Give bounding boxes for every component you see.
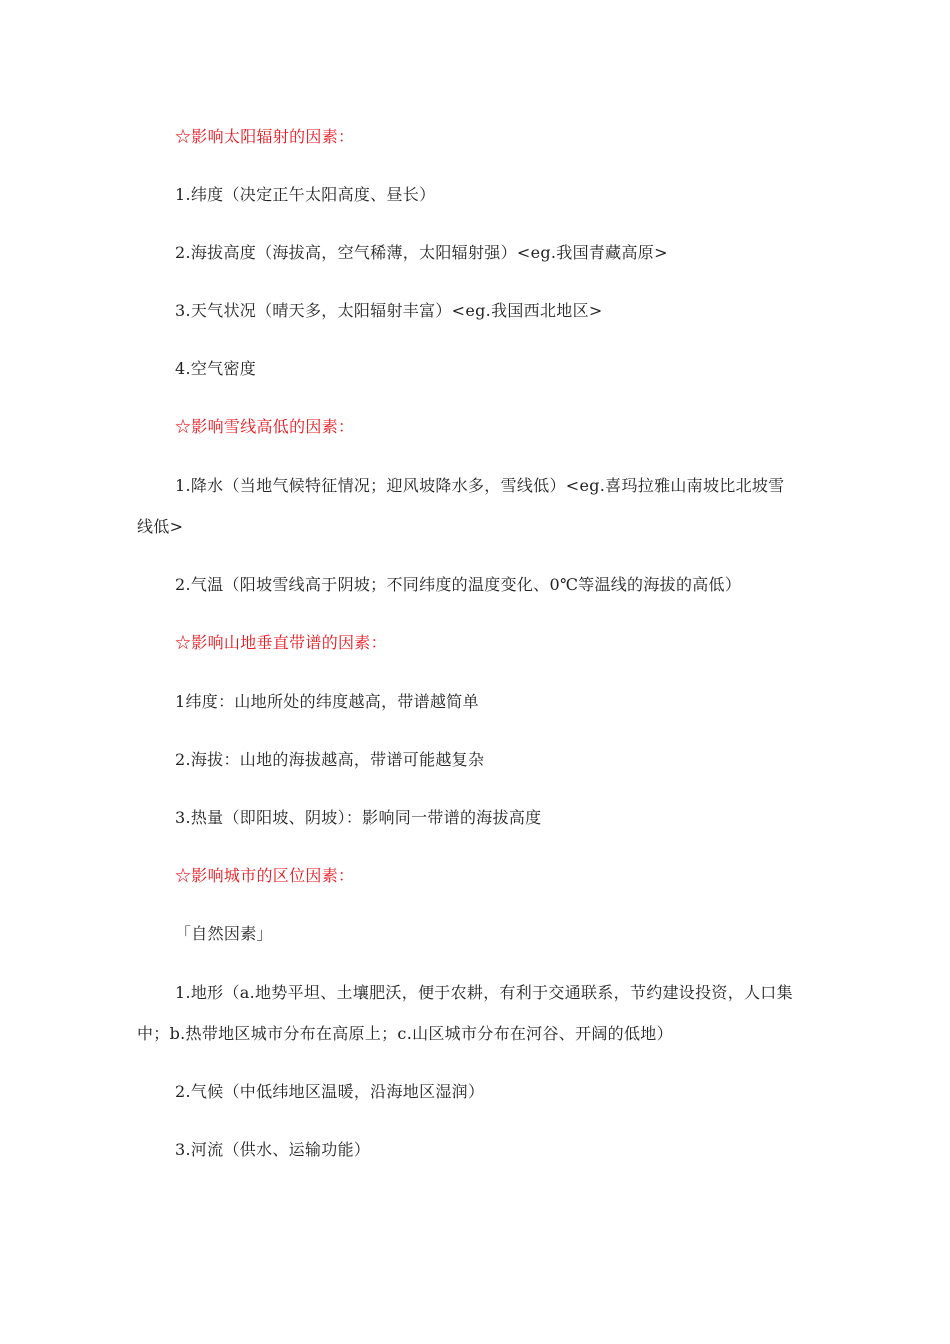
list-item: 2.气温（阳坡雪线高于阴坡；不同纬度的温度变化、0℃等温线的海拔的高低） xyxy=(175,575,742,594)
list-item: 2.海拔高度（海拔高，空气稀薄，太阳辐射强）<eg.我国青藏高原> xyxy=(175,243,668,262)
section-heading-vertical-zonation: ☆影响山地垂直带谱的因素： xyxy=(175,633,387,652)
list-item-continuation: 线低> xyxy=(137,517,184,536)
list-item: 4.空气密度 xyxy=(175,359,257,378)
list-item: 2.海拔：山地的海拔越高，带谱可能越复杂 xyxy=(175,750,485,769)
list-item: 1.降水（当地气候特征情况；迎风坡降水多，雪线低）<eg.喜玛拉雅山南坡比北坡雪 xyxy=(175,476,785,495)
list-item: 2.气候（中低纬地区温暖，沿海地区湿润） xyxy=(175,1082,485,1101)
list-item: 1.地形（a.地势平坦、土壤肥沃，便于农耕，有利于交通联系，节约建设投资，人口集 xyxy=(175,983,793,1002)
section-heading-city-location: ☆影响城市的区位因素： xyxy=(175,866,355,885)
list-item: 3.热量（即阳坡、阴坡）：影响同一带谱的海拔高度 xyxy=(175,808,542,827)
section-heading-solar-radiation: ☆影响太阳辐射的因素： xyxy=(175,127,355,146)
list-item: 1纬度：山地所处的纬度越高，带谱越简单 xyxy=(175,692,479,711)
list-item-continuation: 中；b.热带地区城市分布在高原上；c.山区城市分布在河谷、开阔的低地） xyxy=(137,1024,673,1043)
subheading-natural-factors: 「自然因素」 xyxy=(175,924,273,943)
list-item: 3.天气状况（晴天多，太阳辐射丰富）<eg.我国西北地区> xyxy=(175,301,603,320)
list-item: 1.纬度（决定正午太阳高度、昼长） xyxy=(175,185,436,204)
section-heading-snow-line: ☆影响雪线高低的因素： xyxy=(175,417,355,436)
list-item: 3.河流（供水、运输功能） xyxy=(175,1140,371,1159)
